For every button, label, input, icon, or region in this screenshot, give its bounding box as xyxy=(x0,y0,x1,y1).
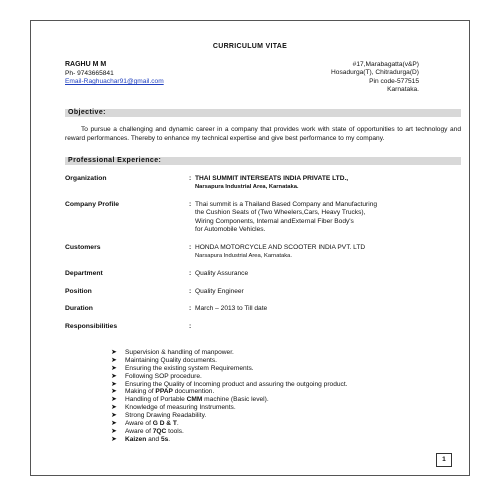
customer-name: HONDA MOTORCYCLE AND SCOOTER INDIA PVT. LTD xyxy=(195,244,366,251)
list-item: ➤ Knowledge of measuring Instruments. xyxy=(111,404,236,412)
address-line: Hosadurga(T), Chitradurga(D) xyxy=(331,69,419,77)
list-item: ➤ Supervision & handling of manpower. xyxy=(111,349,234,356)
department-value: Quality Assurance xyxy=(195,270,249,277)
company-profile-line: Thai summit is a Thailand Based Company and Manufacturing xyxy=(195,201,378,208)
phone-number: Ph- 9743665841 xyxy=(65,70,114,77)
department-colon: : xyxy=(189,270,192,277)
arrow-bullet-icon: ➤ xyxy=(111,412,117,420)
arrow-bullet-icon: ➤ xyxy=(111,427,117,435)
duration-label: Duration xyxy=(65,305,93,312)
resume-page xyxy=(30,20,470,476)
organization-value xyxy=(195,175,457,192)
list-item: ➤ Strong Drawing Readability. xyxy=(111,412,207,420)
position-value: Quality Engineer xyxy=(195,288,244,295)
duration-colon: : xyxy=(189,305,192,312)
list-item: ➤ Following SOP procedure. xyxy=(111,372,202,380)
list-item: ➤ Aware of G D & T. xyxy=(111,420,179,428)
page-number: 1 xyxy=(436,453,452,467)
list-item: ➤ Kaizen and 5s. xyxy=(111,435,171,443)
list-item: ➤ Ensuring the existing system Requirements. xyxy=(111,364,254,372)
customers-value xyxy=(195,244,457,261)
arrow-bullet-icon: ➤ xyxy=(111,435,117,443)
arrow-bullet-icon: ➤ xyxy=(111,388,117,396)
document-title: CURRICULUM VITAE xyxy=(212,43,288,50)
position-label: Position xyxy=(65,288,92,295)
list-item: ➤ Maintaining Quality documents. xyxy=(111,356,217,364)
list-item: ➤ Aware of 7QC tools. xyxy=(111,427,184,435)
objective-text: To pursue a challenging and dynamic career in a company that provides work with state of opportunities to art technology and reward performances. Thereby to enhance my technical expertise and give best performance to my company. xyxy=(65,126,461,142)
organization-label: Organization xyxy=(65,175,107,182)
responsibilities-label: Responsibilities xyxy=(65,323,118,330)
responsibilities-list xyxy=(111,349,348,444)
arrow-bullet-icon: ➤ xyxy=(111,396,117,404)
company-profile-line: for Automobile Vehicles. xyxy=(195,226,266,234)
list-item: ➤ Handling of Portable CMM machine (Basic level). xyxy=(111,396,269,404)
organization-location: Narsapura Industrial Area, Karnataka. xyxy=(195,184,299,191)
arrow-bullet-icon: ➤ xyxy=(111,380,117,388)
arrow-bullet-icon: ➤ xyxy=(111,349,117,356)
duration-value: March – 2013 to Till date xyxy=(195,305,268,312)
experience-heading: Professional Experience: xyxy=(65,157,461,165)
company-profile-value xyxy=(195,201,457,235)
company-profile-line: Wiring Components, Internal andExternal Fiber Body's xyxy=(195,217,354,225)
arrow-bullet-icon: ➤ xyxy=(111,356,117,364)
list-item: ➤ Ensuring the Quality of Incoming product and assuring the outgoing product. xyxy=(111,380,348,388)
department-label: Department xyxy=(65,270,103,277)
organization-colon: : xyxy=(189,175,192,182)
customers-colon: : xyxy=(189,244,192,251)
arrow-bullet-icon: ➤ xyxy=(111,372,117,380)
address-block xyxy=(331,61,419,95)
objective-heading: Objective: xyxy=(65,109,461,117)
arrow-bullet-icon: ➤ xyxy=(111,364,117,372)
arrow-bullet-icon: ➤ xyxy=(111,420,117,428)
arrow-bullet-icon: ➤ xyxy=(111,404,117,412)
customers-label: Customers xyxy=(65,244,101,251)
address-line: #17,Marabagatta(v&P) xyxy=(352,61,419,68)
organization-name: THAI SUMMIT INTERSEATS INDIA PRIVATE LTD., xyxy=(195,175,349,182)
company-profile-line: the Cushion Seats of (Two Wheelers,Cars, Heavy Trucks), xyxy=(195,209,366,217)
customer-location: Narsapura Industrial Area, Karnataka. xyxy=(195,253,292,260)
email-link[interactable]: Email-Raghuachar91@gmail.com xyxy=(65,78,164,85)
company-profile-label: Company Profile xyxy=(65,201,120,208)
candidate-name: RAGHU M M xyxy=(65,61,107,68)
responsibilities-colon: : xyxy=(189,323,192,330)
address-line: Karnataka. xyxy=(387,86,419,94)
position-colon: : xyxy=(189,288,192,295)
list-item: ➤ Making of PPAP documention. xyxy=(111,388,215,396)
address-line: Pin code-577515 xyxy=(369,77,419,85)
company-profile-colon: : xyxy=(189,201,192,208)
